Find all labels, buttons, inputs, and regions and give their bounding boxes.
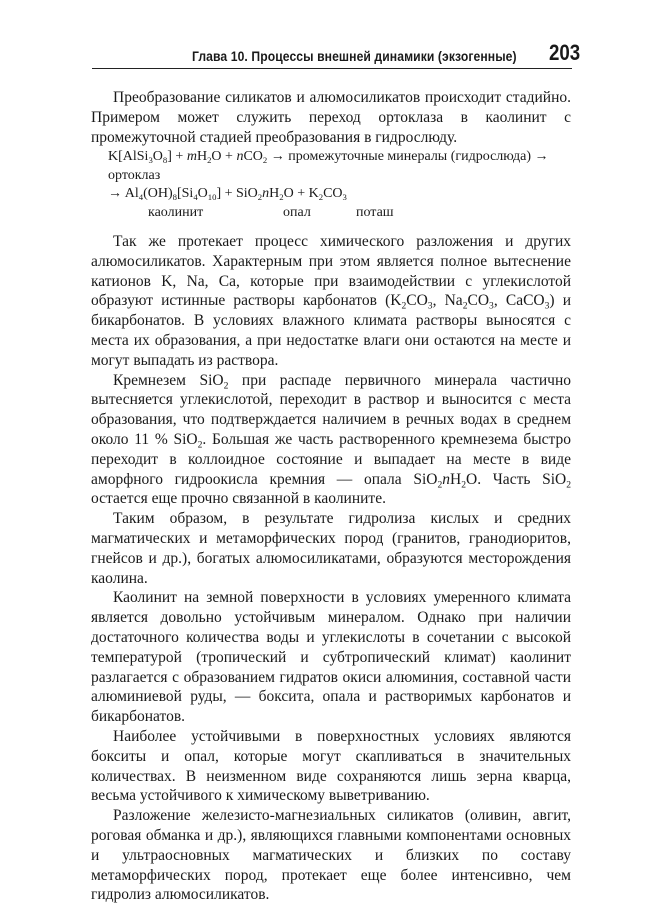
product-name-opal: опал: [283, 204, 311, 220]
equation-label-orthoclase: ортоклаз: [108, 167, 161, 183]
reaction-equation: [108, 148, 578, 222]
intro-paragraph: Преобразование силикатов и алюмосиликатов происходит стадийно. Примером может служить переход ортоклаза в каолинит с промежуточной стадией преобразования в гидрослюду.: [91, 89, 571, 146]
page-number: 203: [549, 40, 581, 65]
equation-line-2: → $Al_4(OH)_8[Si_4O_{10}] + SiO_2nH_2O + K_2CO_3$: [108, 186, 347, 203]
paragraph: Кремнезем SiO$_2$ при распаде первичного минерала частично вытесняется углекислотой, переходит в раствор и выносится с места образования, что подтверждается наличием в речных водах в среднем около 11 % SiO$_2$. Большая же часть растворенного кремнезема быстро переходит в коллоидное состояние и выпадает на месте в виде аморфного гидроокисла кремния — опала $SiO_2nH_2O$. Часть SiO$_2$ остается еще прочно связанной в каолините.: [91, 371, 572, 508]
paragraph: Наиболее устойчивыми в поверхностных условиях являются бокситы и опал, которые могут скапливаться в значительных количествах. В неизменном виде сохраняются лишь зерна кварца, весьма устойчивого к химическому выветриванию.: [91, 727, 571, 805]
body-text: [91, 232, 571, 905]
equation-line-1: $K[AlSi_3O_8] + mH_2O + nCO_2$ → промежуточные минералы (гидрослюда) →: [108, 149, 549, 166]
paragraph: Так же протекает процесс химического разложения и других алюмосиликатов. Характерным при этом является полное вытеснение катионов K, Na, Ca, которые при взаимодействии с углекислотой образуют истинные растворы карбонатов ($K_2CO_3$, $Na_2CO_3$, CaCO$_3$) и бикарбонатов. В условиях влажного климата растворы выносятся с места их образования, а при недостатке влаги они остаются на месте и могут выпадать из раствора.: [91, 233, 572, 369]
intro-block: [91, 88, 571, 147]
product-names: [108, 204, 578, 222]
paragraph: Разложение железисто-магнезиальных силикатов (оливин, авгит, роговая обманка и др.), являющихся главными компонентами основных и ультраосновных магматических и близких по составу метаморфических пород, протекает еще более интенсивно, чем гидролиз алюмосиликатов.: [91, 807, 571, 904]
product-name-kaolinite: каолинит: [148, 204, 204, 220]
header-rule: [92, 68, 572, 69]
paragraph: Каолинит на земной поверхности в условиях умеренного климата является довольно устойчивым минералом. Однако при наличии достаточного количества воды и углекислоты в сочетании с высокой температурой (тропический и субтропический климат) каолинит разлагается с образованием гидратов окиси алюминия, составной части алюминиевой руды, — боксита, опала и растворимых карбонатов и бикарбонатов.: [91, 589, 571, 726]
product-name-potash: поташ: [356, 204, 394, 220]
paragraph: Таким образом, в результате гидролиза кислых и средних магматических и метаморфических пород (гранитов, гранодиоритов, гнейсов и др.), богатых алюмосиликатами, образуются месторождения каолина.: [91, 510, 571, 587]
running-head: Глава 10. Процессы внешней динамики (экзогенные): [192, 49, 517, 64]
